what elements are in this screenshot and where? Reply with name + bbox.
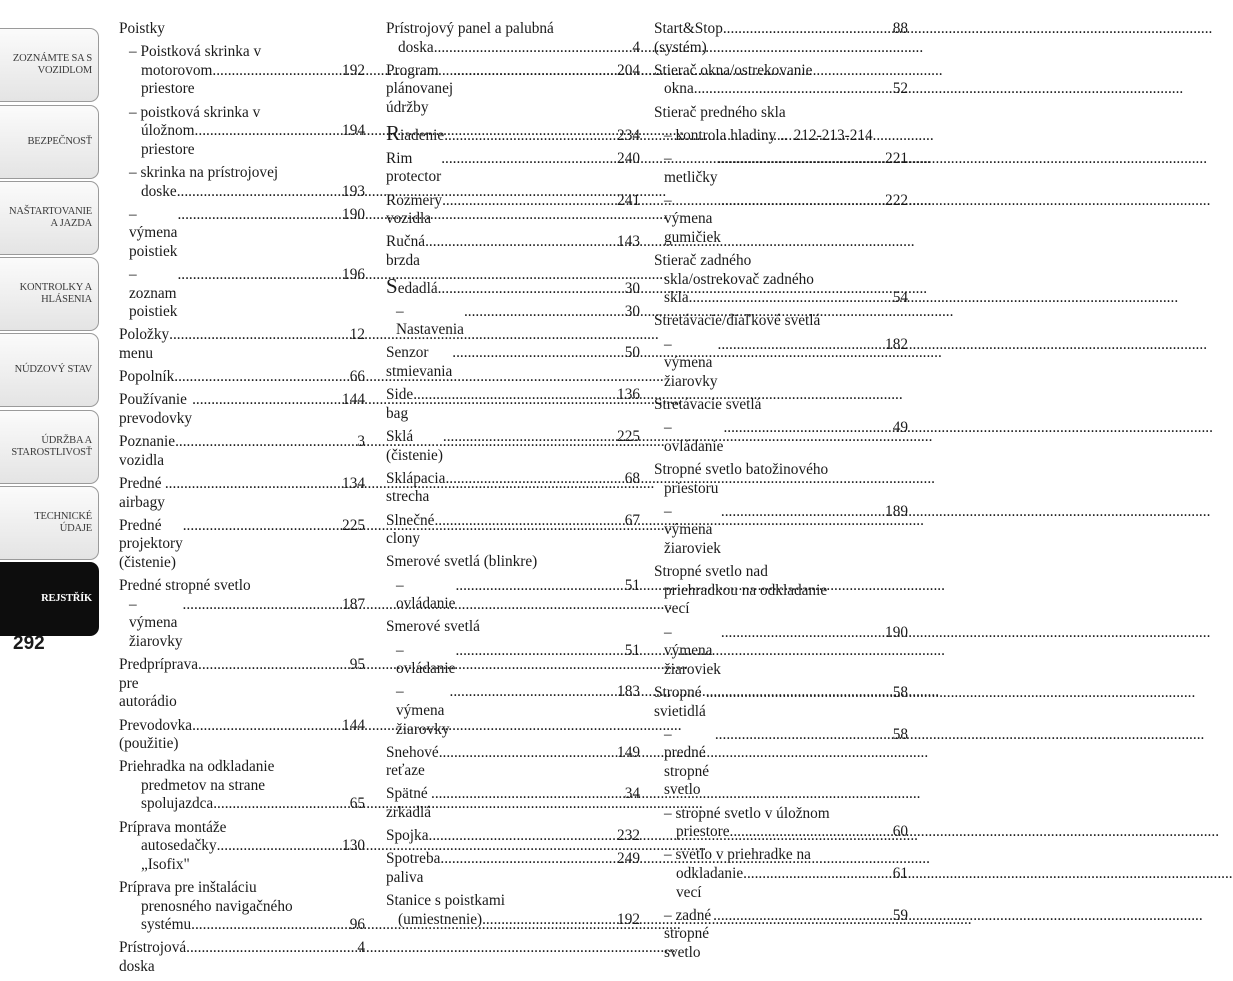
index-entry: Spotreba paliva ..... 249 [386,850,640,887]
index-entry: Stierač zadného skla/ostrekovač zadného skla ..... 54 [654,252,908,308]
index-entry: Side bag ..... 136 [386,386,640,423]
page-ref: 183 [617,683,640,701]
page-ref: 30 [624,279,640,297]
index-entry: Ručná brzda ..... 143 [386,233,640,270]
page-ref: 4 [357,939,365,957]
page-ref: 96 [349,916,365,934]
index-entry: – výmena žiarovky ..... 182 [654,336,908,392]
page-ref: 194 [342,122,365,140]
index-entry: – Nastavenia ..... 30 [386,303,640,340]
page-ref: 51 [624,641,640,659]
index-heading: Stretávacie svetlá [654,396,762,414]
index-entry: Stropné svietidlá ..... 58 [654,684,908,721]
index-entry: Priehradka na odkladanie predmetov na strane spolujazdca ..... 65 [119,758,365,814]
index-entry: Rozmery vozidla ..... 241 [386,192,640,229]
page-ref: 67 [624,511,640,529]
tab-nastartovanie-a-jazda[interactable]: NAŠTARTOVANIE A JAZDA [0,181,99,255]
index-heading: Smerové svetlá (blinkre) [386,553,538,571]
page-ref: 134 [342,475,365,492]
tab-udrzba-a-starostlivost[interactable]: ÚDRŽBA A STAROSTLIVOSŤ [0,410,99,484]
page-ref: 143 [617,233,640,251]
index-heading: Poistky [119,20,165,37]
index-heading: Smerové svetlá [386,618,480,636]
page-ref: 225 [617,428,640,446]
page-ref: 136 [617,386,640,404]
page-ref: 249 [617,850,640,868]
page-ref: 193 [342,182,365,200]
index-entry: Stanice s poistkami (umiestnenie) ..... 192 [386,892,640,929]
index-entry: – poistková skrinka v úložnom priestore ..... 194 [119,104,365,160]
index-entry: – zoznam poistiek ..... 196 [119,266,365,322]
page-ref: 51 [624,576,640,594]
index-entry: Sedadlá ..... 30 [386,277,640,299]
index-heading: Stierač predného skla [654,103,786,121]
page-ref: 30 [624,302,640,320]
index-entry: – ovládanie ..... 51 [386,642,640,679]
tab-rejstrik[interactable]: REJSTŘÍK [0,562,99,636]
index-entry: Príprava montáže autosedačky „Isofix" ..... 130 [119,819,365,875]
index-entry: Sklá (čistenie) ..... 225 [386,428,640,465]
index-entry: Start&Stop (systém) ..... 88 [654,20,908,57]
index-entry: – výmena žiarovky ..... 183 [386,683,640,739]
index-entry: Program plánovanej údržby ..... 204 [386,62,640,118]
index-entry: Predné airbagy ..... 134 [119,475,365,512]
index-entry: – kontrola hladiny .. 212-213-214 [664,126,873,144]
index-entry: Prístrojová doska ..... 4 [119,939,365,976]
index-entry: Sklápacia strecha ..... 68 [386,470,640,507]
index-entry: Slnečné clony ..... 67 [386,512,640,549]
page-ref: 34 [624,785,640,803]
page-ref: 182 [885,335,908,353]
index-entry: Snehové reťaze ..... 149 [386,744,640,781]
page-ref: 58 [892,683,908,701]
index-entry: Riadenie ..... 234 [386,124,640,146]
index-entry: – ovládanie ..... 51 [386,577,640,614]
index-entry: – skrinka na prístrojovej doske ..... 193 [119,164,365,201]
page-ref: 189 [885,502,908,520]
page-ref: 149 [617,743,640,761]
index-entry: Senzor stmievania ..... 50 [386,344,640,381]
page-ref: 241 [617,191,640,209]
page-ref: 144 [342,716,365,734]
page-ref: 61 [892,865,908,883]
page-ref: 58 [892,725,908,743]
page-ref: 12 [349,326,365,344]
page-ref: 65 [349,795,365,813]
page-ref: 204 [617,61,640,79]
index-entry: – zadné stropné svetlo ..... 59 [654,907,908,963]
page-ref: 234 [617,126,640,144]
page-ref: 232 [617,827,640,845]
index-heading: Stretávacie/diaľkové svetlá [654,312,821,330]
page-ref: 49 [892,419,908,437]
index-entry: Poznanie vozidla ..... 3 [119,433,365,470]
index-entry: Popolník ..... 66 [119,368,365,387]
index-entry: – metličky ..... 221 [654,150,908,187]
tab-kontrolky-a-hlasenia[interactable]: KONTROLKY A HLÁSENIA [0,257,99,331]
page-ref: 221 [885,149,908,167]
page-ref: 68 [624,469,640,487]
index-heading: Predné stropné svetlo [119,577,251,595]
index-entry: Príprava pre inštaláciu prenosného navigačného systému ..... 96 [119,879,365,935]
page-ref: 240 [617,149,640,167]
page-ref: 66 [349,368,365,386]
page-ref: 190 [885,623,908,641]
tab-technicke-udaje[interactable]: TECHNICKÉ ÚDAJE [0,486,99,560]
section-initial: R [386,120,401,145]
index-heading: Stropné svetlo nad priehradkou na odkladanie vecí [654,563,828,618]
page-ref: 3 [357,433,365,451]
index-entry: – výmena žiaroviek ..... 190 [654,624,908,680]
index-entry: – ovládanie ..... 49 [654,419,908,456]
page-ref: 60 [892,823,908,841]
index-entry: – Poistková skrinka v motorovom priestore ..... 192 [119,43,365,99]
index-column-2 [386,20,640,934]
index-entry: Prevodovka (použitie) ..... 144 [119,717,365,754]
tab-zoznamte-sa-s-vozidlom[interactable]: ZOZNÁMTE SA S VOZIDLOM [0,28,99,102]
page-ref: 192 [617,910,640,928]
page-ref: 54 [892,289,908,307]
index-entry: Predpríprava pre autorádio ..... 95 [119,656,365,712]
index-entry: Spätné zrkadlá ..... 34 [386,785,640,822]
index-column-1 [119,20,365,981]
page-ref: 196 [342,266,365,284]
page-ref: 50 [624,344,640,362]
tab-bezpecnost[interactable]: BEZPEČNOSŤ [0,105,99,179]
page-ref: 95 [349,656,365,674]
page-ref: 88 [892,20,908,37]
index-entry: – stropné svetlo v úložnom priestore ..... 60 [654,805,908,842]
page-ref: 59 [892,906,908,924]
index-entry: – predné stropné svetlo ..... 58 [654,726,908,800]
index-entry: Používanie prevodovky ..... 144 [119,391,365,428]
index-entry: – výmena žiarovky ..... 187 [119,596,365,652]
index-entry: Spojka ..... 232 [386,827,640,846]
page-ref: 212-213-214 [793,126,873,144]
index-entry: – výmena žiaroviek ..... 189 [654,503,908,559]
index-entry: Prístrojový panel a palubná doska ..... 4 [386,20,640,57]
page-ref: 130 [342,837,365,855]
page-ref: 52 [892,80,908,98]
page-ref: 144 [342,391,365,409]
index-heading: Stropné svetlo batožinového priestoru [654,461,829,497]
index-column-3 [654,20,908,967]
index-entry: Predné projektory (čistenie) ..... 225 [119,517,365,573]
index-entry: – výmena poistiek ..... 190 [119,206,365,262]
index-entry: Rim protector ..... 240 [386,150,640,187]
page-ref: 192 [342,61,365,79]
page-number: 292 [13,633,45,654]
page-ref: 4 [632,38,640,56]
tab-nudzovy-stav[interactable]: NÚDZOVÝ STAV [0,333,99,407]
index-entry: Položky menu ..... 12 [119,326,365,363]
section-initial: S [386,273,398,298]
page-ref: 222 [885,191,908,209]
index-entry: – výmena gumičiek ..... 222 [654,192,908,248]
page-ref: 187 [342,595,365,613]
page-ref: 225 [342,516,365,534]
index-entry: – svetlo v priehradke na odkladanie vecí ..... 61 [654,846,908,902]
page-ref: 190 [342,205,365,223]
index-entry: Stierač okna/ostrekovanie okna ..... 52 [654,62,908,99]
